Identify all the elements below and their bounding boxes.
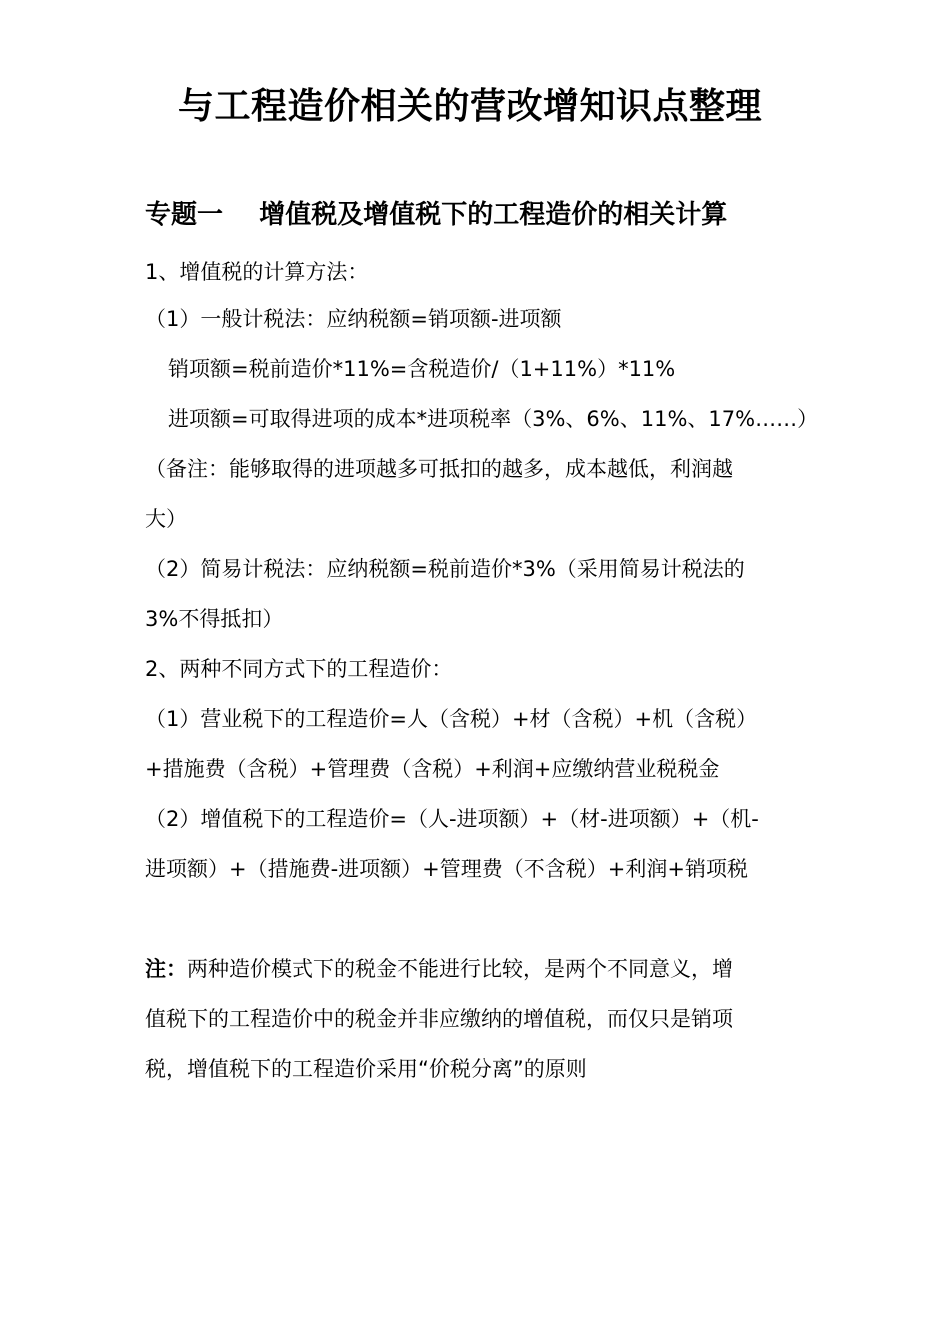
paragraph-line: 大） bbox=[145, 507, 187, 531]
document-title: 与工程造价相关的营改增知识点整理 bbox=[177, 86, 762, 127]
paragraph-line: +措施费（含税）+管理费（含税）+利润+应缴纳营业税税金 bbox=[145, 757, 720, 781]
note-line bbox=[145, 953, 825, 985]
paragraph-line: 1、增值税的计算方法： bbox=[145, 260, 369, 284]
note-text: 两种造价模式下的税金不能进行比较，是两个不同意义，增 bbox=[187, 957, 733, 981]
note-line: 税，增值税下的工程造价采用“价税分离”的原则 bbox=[145, 1057, 587, 1081]
paragraph-line: （备注：能够取得的进项越多可抵扣的越多，成本越低，利润越 bbox=[145, 457, 733, 481]
note-line: 值税下的工程造价中的税金并非应缴纳的增值税，而仅只是销项 bbox=[145, 1007, 733, 1031]
paragraph-line: （2）简易计税法：应纳税额=税前造价*3%（采用简易计税法的 bbox=[145, 557, 745, 581]
paragraph-line: 2、两种不同方式下的工程造价： bbox=[145, 657, 453, 681]
note-label: 注： bbox=[145, 957, 187, 981]
paragraph-line: 进项额=可取得进项的成本*进项税率（3%、6%、11%、17%……） bbox=[168, 407, 819, 431]
paragraph-line: 销项额=税前造价*11%=含税造价/（1+11%）*11% bbox=[168, 357, 676, 381]
paragraph-line: （1）营业税下的工程造价=人（含税）+材（含税）+机（含税） bbox=[145, 707, 758, 731]
paragraph-line: 3%不得抵扣） bbox=[145, 607, 284, 631]
paragraph-line: （2）增值税下的工程造价=（人-进项额）+（材-进项额）+（机- bbox=[145, 807, 759, 831]
paragraph-line: （1）一般计税法：应纳税额=销项额-进项额 bbox=[145, 307, 562, 331]
paragraph-line: 进项额）+（措施费-进项额）+管理费（不含税）+利润+销项税 bbox=[145, 857, 748, 881]
section-heading: 专题一 增值税及增值税下的工程造价的相关计算 bbox=[145, 200, 728, 230]
